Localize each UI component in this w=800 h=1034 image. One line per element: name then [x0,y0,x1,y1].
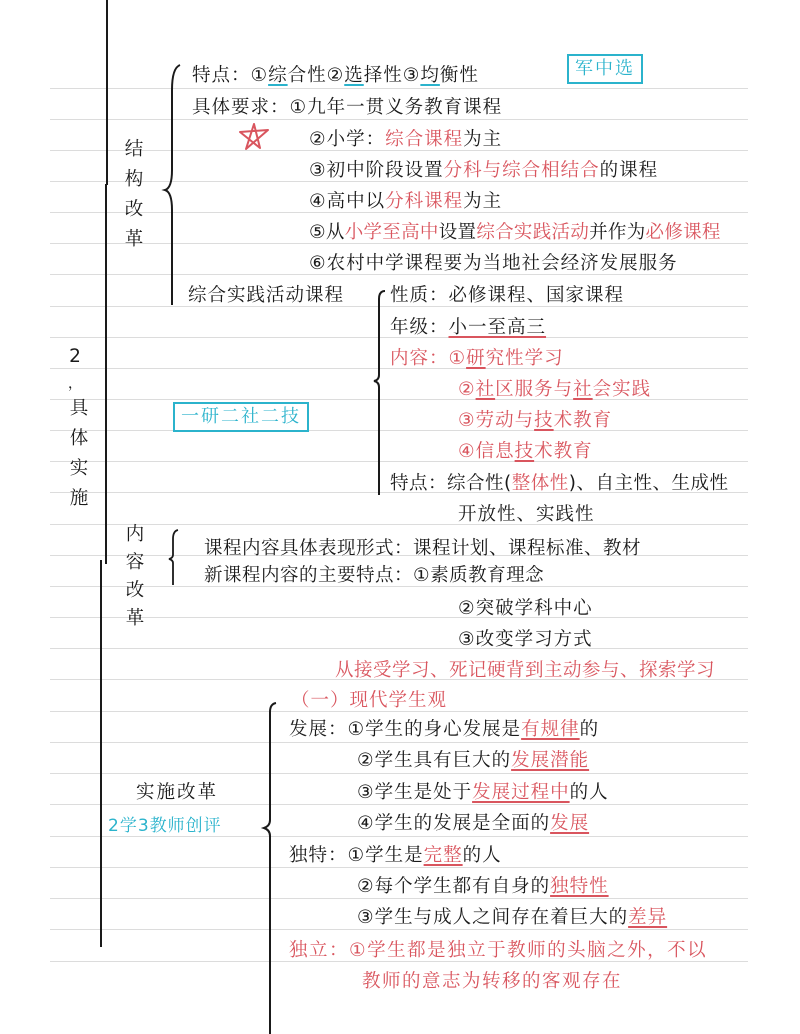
keyword: 选 [344,65,364,86]
label-char: ， [68,376,82,392]
highlight: 综合课程 [385,129,464,150]
requirement-item [309,191,502,213]
keyword: 技 [534,410,554,431]
label-char: 2 [69,346,81,367]
unique-label: 独特： [289,845,348,866]
text: ①学生是 [347,845,424,866]
traits-row-2: 开放性、实践性 [458,504,595,525]
label-char: 构 [124,169,144,190]
requirement-item [309,160,658,182]
num: ③ [458,410,476,431]
content-features-row [204,565,544,587]
highlight: 有规律 [521,719,580,740]
practice-course-title: 综合实践活动课程 [188,285,345,306]
section-title: （一）现代学生观 [291,690,448,711]
independent-label: 独立： [289,940,350,961]
num: ② [458,379,476,400]
keyword: 均 [420,65,440,86]
independent-line-2: 教师的意志为转移的客观存在 [362,971,623,992]
rule-line [50,461,748,462]
star-icon [236,122,272,152]
content-item [458,410,612,432]
requirement-item [309,222,721,244]
text: 设置 [438,222,477,243]
text: 术教育 [534,441,593,462]
text: ③学生与成人之间存在着巨大的 [357,907,629,928]
text: 合性 [287,65,327,86]
label-char: 体 [69,428,89,449]
form-row [204,538,641,560]
rule-line [50,430,748,431]
requirements-label: 具体要求： [192,97,290,118]
label-char: 改 [124,199,144,220]
rule-line [50,88,748,89]
text: 并作为 [589,222,646,243]
unique-item [357,907,667,929]
highlight: 独特性 [550,876,609,897]
text: ④学生的发展是全面的 [357,813,551,834]
nature-value: 必修课程、国家课程 [448,285,625,306]
text: 究性学习 [485,348,564,369]
practice-mnemonic-box: 一研二社二技 [173,402,309,432]
keyword: 社 [573,379,593,400]
highlight: 发展 [550,813,590,834]
text: 会实践 [592,379,652,400]
highlight: 分科课程 [385,191,464,212]
independent-row [289,940,707,962]
traits-row [390,473,728,495]
rule-line [50,742,748,743]
text: 的人 [569,782,609,803]
rule-line [50,648,748,649]
highlight: 完整 [423,845,463,866]
highlight: 发展过程中 [472,782,570,803]
text: 的 [579,719,600,740]
highlight: 整体性 [511,473,569,494]
text: 择性 [363,65,403,86]
text: ③学生是处于 [357,782,473,803]
implementation-mnemonic: 2学3教师创评 [108,816,222,836]
keyword: 研 [466,348,486,369]
form-value: 课程计划、课程标准、教材 [413,538,642,559]
text: 为主 [463,129,503,150]
rule-line [50,773,748,774]
implementation-brace [258,698,282,1034]
text: 的人 [462,845,502,866]
shift-note: 从接受学习、死记硬背到主动参与、探索学习 [335,660,716,681]
text: )、自主性、生成性 [568,473,729,494]
rule-line [50,617,748,618]
text: ⑤从 [309,222,345,243]
content-label: 内容： [390,348,449,369]
rule-line [50,929,748,930]
development-item [357,750,589,772]
form-label: 课程内容具体表现形式： [204,538,414,559]
keyword: 综 [268,65,288,86]
text: 劳动与 [475,410,535,431]
requirement-item: ⑥农村中学课程要为当地社会经济发展服务 [309,253,678,274]
development-item [357,813,589,835]
text: ①学生的身心发展是 [347,719,522,740]
development-label: 发展： [289,719,348,740]
highlight: 发展潜能 [511,750,590,771]
content-brace [166,527,182,589]
text: 信息 [475,441,515,462]
text: 术教育 [553,410,613,431]
label-char: 具 [69,398,89,419]
mnemonic-box: 军中选 [567,54,643,84]
unique-item [357,876,609,898]
highlight: 分科与综合相结合 [443,160,600,181]
highlight: 综合实践活动 [476,222,590,243]
features-label: 新课程内容的主要特点： [204,565,414,586]
highlight: 必修课程 [645,222,721,243]
text: 的课程 [599,160,659,181]
feature-item: ③改变学习方式 [458,629,593,650]
label-char: 改 [125,580,145,601]
num: ① [448,348,467,369]
practice-brace [371,285,391,497]
features-row [192,65,479,87]
rule-line [50,524,748,525]
nature-label: 性质： [390,285,449,306]
text: ②小学： [309,129,386,150]
outer-bracket-line [105,184,107,564]
text: 为主 [463,191,503,212]
feature-item: ②突破学科中心 [458,598,593,619]
rule-line [50,898,748,899]
rule-line [50,804,748,805]
text: 综合性( [447,473,512,494]
content-item [458,441,593,463]
text: ④高中以 [309,191,386,212]
label-char: 革 [124,229,144,250]
content-item [458,379,651,401]
requirement-item [309,129,502,151]
text: ②学生具有巨大的 [357,750,512,771]
grade-value: 小一至高三 [448,317,547,338]
outer-bracket-line [106,0,108,185]
development-item [357,782,609,804]
text: ②每个学生都有自身的 [357,876,551,897]
requirements-row [192,97,502,119]
num: ① [250,65,269,86]
traits-label: 特点： [390,473,448,494]
structure-brace [160,60,190,310]
grade-label: 年级： [390,317,449,338]
highlight: 差异 [628,907,668,928]
highlight: 小学至高中 [344,222,439,243]
grade-row [390,317,546,339]
num: ③ [402,65,421,86]
development-row [289,719,599,741]
practice-connector-line [171,250,173,305]
requirement-text: ①九年一贯义务教育课程 [289,97,503,118]
outer-bracket-line [100,560,102,947]
content-row [390,348,564,370]
nature-row [390,285,624,307]
text: 衡性 [439,65,479,86]
label-char: 容 [125,552,145,573]
features-label: 特点： [192,65,251,86]
label-char: 结 [124,139,144,160]
label-char: 施 [69,488,89,509]
rule-line [50,867,748,868]
label-char: 革 [125,608,145,629]
rule-line [50,119,748,120]
text: ①学生都是独立于教师的头脑之外，不以 [349,940,708,961]
label-char: 实 [69,458,89,479]
unique-row [289,845,502,867]
keyword: 技 [514,441,535,462]
num: ④ [458,441,476,462]
text: ③初中阶段设置 [309,160,444,181]
label-char: 内 [125,524,145,545]
feature-item: ①素质教育理念 [413,565,545,586]
num: ② [326,65,345,86]
implementation-label: 实施改革 [136,782,219,803]
text: 区服务与 [495,379,574,400]
keyword: 社 [475,379,496,400]
